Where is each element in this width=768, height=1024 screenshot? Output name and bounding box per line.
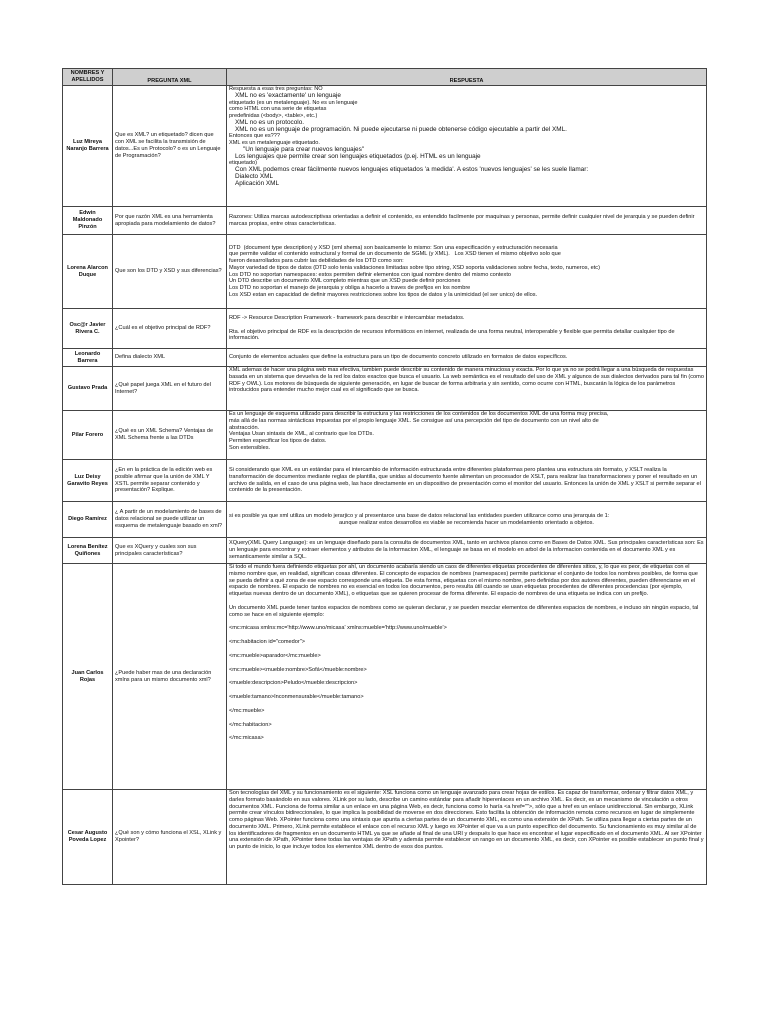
answer-cell: Razones: Utiliza marcas autodescriptivas orientadas a definir el contenido, es entendido facilmente por maquinas y personas, permite definir cualquier nivel de jerarquia y se pueden definir marcas propias, entre otras caracteristicas. — [227, 207, 707, 235]
answer-line: aunque realizar estos desarrollos es viable se recomienda hacer un modelamiento orientado a objetos. — [339, 519, 594, 526]
code-line: <mc:mueble><mueble:nombre>Sofá</mueble:nombre> — [229, 666, 367, 673]
question-cell: Que son los DTD y XSD y sus diferencias? — [113, 235, 227, 309]
answer-line: etiquetado) — [229, 160, 257, 167]
answer-line: Entonces que es??? — [229, 133, 281, 140]
code-line: <mueble:descripcion>Peludo</mueble:descripcion> — [229, 680, 358, 687]
xml-questions-table — [62, 68, 707, 885]
table-row — [63, 411, 707, 460]
question-cell: Defina dialecto XML — [113, 349, 227, 367]
table-row — [63, 460, 707, 502]
answer-line: XML no es un lenguaje de programación. Ni puede ejecutarse ni puede obtenerse código ejecutable a partir del XML. — [235, 125, 567, 133]
table-row — [63, 790, 707, 885]
table-row — [63, 309, 707, 349]
table-row — [63, 86, 707, 207]
author-name: Pilar Forero — [63, 411, 113, 460]
answer-line: si es posible ya que xml utiliza un modelo jerarjico y al presentarce una base de datos relacional las entidades pueden utilizarce como una jerarquia de 1: — [229, 512, 610, 519]
question-cell: ¿ A partir de un modelamiento de bases de datos relacional se puede utilizar un esquema de metalenguaje basado en xml? — [113, 502, 227, 538]
answer-line: que permite validar el contenido estructural y formal de un documento de SGML (y XML). Los XSD tienen el mismo objetivo solo que — [229, 251, 561, 258]
code-line: <mc:mueble>aparador</mc:mueble> — [229, 652, 321, 659]
header-names: NOMBRES Y APELLIDOS — [63, 69, 113, 86]
question-cell: Que es XQuery y cuales son sus principales características? — [113, 538, 227, 564]
answer-line: más allá de las normas sintácticas impuestas por el propio lenguaje XML. Se consigue así una percepción del tipo de documento con un nivel alto de — [229, 417, 599, 424]
author-name: Lorena Benítez Quiñones — [63, 538, 113, 564]
answer-line: Los XSD estan en capacidad de definir mayores restricciones sobre los tipos de datos y la unimicidad (el ser unico) de ellos. — [229, 291, 538, 298]
table-row — [63, 235, 707, 309]
question-cell: ¿Cuál es el objetivo principal de RDF? — [113, 309, 227, 349]
answer-paragraph: Si todo el mundo fuera definiendo etiquetas por ahí, un documento acabaría siendo un caos de diferentes etiquetas procedentes de diferentes sitios, y, lo que es peor, de etiquetas con el mismo nombre que, en realidad, significan cosas diferentes. El concepto de espacios de nombres (namespaces) permite particionar el conjunto de todos los nombres posibles, de forma que se pueda definir a qué zona de ese espacio corresponde una etiqueta. De esta forma, etiquetas con el mismo nombre, pero definidas por dos autores diferentes, pueden diferenciarse en el espacio de nombres. El espacio de nombres no es esencial en todos los documentos, pero resulta útil cuando se usan etiquetas procedentes de diferentes procedencias (por ejemplo, etiquetas nuevas dentro de un documento XML), o etiquetas que se quieren procesar de forma diferente. El espacio de nombres de una etiqueta se indica con un prefijo. — [229, 564, 698, 597]
table-row — [63, 564, 707, 790]
table-row — [63, 502, 707, 538]
answer-cell: Son tecnologías del XML y su funcionamiento es el siguiente: XSL funciona como un lenguaje avanzado para crear hojas de estilos. Es capaz de transformar, ordenar y filtrar datos XML, y darles formato basándolo en sus valores. XLink por su lado, describe un camino estándar para añadir hiperenlaces en un archivo XML. Es decir, es un mecanismo de vinculación a otros documentos XML. Funciona de forma similar a un enlace en una página Web, es decir, funciona como lo haría <a href="">, sólo que a href es un enlace unidireccional. Sin embargo, XLink permite crear vínculos bidireccionales, lo que implica la posibilidad de moverse en dos direcciones. Esto facilita la obtención de información remota como recursos en lugar de simplemente como páginas Web. XPointer funciona como una sintaxis que apunta a ciertas partes de un documento XML, es como una extensión de XPath. Se utiliza para llegar a ciertas partes de un documento XML. Primero, XLink permite establece el enlace con el recurso XML y luego es XPointer el que va a un punto específico del documento. Su funcionamiento es muy similar al de los identificadores de fragmentos en un documento HTML ya que se añade al final de una URI y después lo que hace es encontrar el lugar especificado en el documento XML. Al ser XPointer una extensión de XPath, XPointer tiene todas las ventajas de XPath y además permite establecer un rango en un documento XML, es decir, con XPointer es posible establecer un punto final y un punto de inicio, lo que incluye todos los elementos XML dentro de esos dos puntos. — [227, 790, 707, 885]
author-name: Leonardo Barrera — [63, 349, 113, 367]
answer-line: Es un lenguaje de esquema utilizado para describir la estructura y las restricciones de los contenidos de los documentos XML de una forma muy precisa, — [229, 411, 609, 417]
answer-line: Con XML podemos crear fácilmente nuevos lenguajes etiquetados 'a medida'. A estos 'nuevos lenguajes' se les suele llamar: — [235, 166, 589, 173]
code-line: </mc:habitacion> — [229, 721, 272, 728]
table-row — [63, 207, 707, 235]
answer-cell — [227, 235, 707, 309]
answer-line: Son extensibles. — [229, 444, 271, 451]
table-row — [63, 538, 707, 564]
answer-cell: Conjunto de elementos actuales que define la estructura para un tipo de documento concreto utilizado en formatos de datos específicos. — [227, 349, 707, 367]
answer-cell — [227, 502, 707, 538]
answer-cell — [227, 411, 707, 460]
question-cell: Que es XML? un etiquetado? dicen que con XML se facilita la transmisión de datos...Es un Protocolo? o es un Lenguaje de Programación? — [113, 86, 227, 207]
code-line: <mc:micasa xmlns:mc='http://www.uno/micasa' xmlns:mueble='http://www.uno/mueble'> — [229, 625, 447, 632]
answer-line: etiquetado (es un metalenguaje). No es un lenguaje — [229, 99, 358, 106]
answer-cell: XML ademas de hacer una página web mas efectiva, tambien puede describir su contenido de manera minuciosa y exacta. Por lo que ya no se podrá llegar a una búsqueda de respuestas basada en un sistema que devuelva de la red los datos exactos que busca el usuario. La web semántica es el resultado del uso de XML y algunos de sus dialectos derivados para tal fin (como RDF y OWL). Los motores de búsqueda de siguiente generación, en lugar de buscar de forma arbitraria y sin sentido, como ocurre con HTML, buscarán la lógica de los parámetros introducidos para entender mucho mejor cual es el significado que se busca. — [227, 367, 707, 411]
question-cell: ¿Qué son y cómo funciona el XSL, XLink y Xpointer? — [113, 790, 227, 885]
author-name: Gustavo Prada — [63, 367, 113, 411]
answer-line: Aplicación XML — [235, 179, 280, 187]
question-cell: ¿En en la práctica de la edición web es posible afirmar que la unión de XML Y XSTL permite separar contenido y presentación? Explique. — [113, 460, 227, 502]
answer-line: como HTML con una serie de etiquetas — [229, 106, 327, 113]
answer-line: Dialecto XML — [235, 172, 274, 180]
question-cell: ¿Qué papel juega XML en el futuro del Internet? — [113, 367, 227, 411]
question-cell: ¿Qué es un XML Schema? Ventajas de XML Schema frente a las DTDs — [113, 411, 227, 460]
spreadsheet — [62, 68, 706, 885]
answer-line: Los DTD no soportan el manejo de jerarquia y obliga a hacerlo a traves de prefijos en los nombre — [229, 285, 471, 291]
answer-line: DTD (document type description) y XSD (xml shema) son basicamente lo mismo: Son una especificación y estructuración necesaria — [229, 244, 558, 251]
question-cell: ¿Puede haber mas de una declaración xmlns para un mismo documento xml? — [113, 564, 227, 790]
answer-line: Los lenguajes que permite crear son lenguajes etiquetados (p.ej. HTML es un lenguaje — [235, 152, 481, 160]
author-name: Edwin Maldonado Pinzón — [63, 207, 113, 235]
answer-cell: XQuery(XML Query Language): es un lenguaje diseñado para la consulta de documentos XML, tanto en archivos planos como en Bases de Datos XML. Sus principales características son: Es un lenguaje para encontrar y extraer elementos y atributos de la informacion XML, el lenguaje se basa en el modelo en arbol de la informacion contenida en el documento XML y es semanticamente similar a SQL. — [227, 538, 707, 564]
answer-line: Ventajas Usan sintaxis de XML, al contrario que los DTDs. — [229, 431, 374, 438]
header-row — [63, 69, 707, 86]
author-name: Cesar Augusto Poveda Lopez — [63, 790, 113, 885]
author-name: Luz Mireya Naranjo Barrera — [63, 86, 113, 207]
answer-line: Permiten especificar los tipos de datos. — [229, 438, 327, 444]
answer-line: Rta. el objetivo principal de RDF es la descripción de recursos informáticos en internet, realizada de una forma neutral, interoperable y flexible que permita detallar cualquier tipo de información. — [229, 328, 675, 342]
answer-line: fueron desarrollados para cubrir las debilidades de los DTD como son: — [229, 258, 404, 264]
author-name: Diego Ramírez — [63, 502, 113, 538]
answer-line: predefinidas (<body>, <table>, etc.) — [229, 113, 318, 119]
header-answer: RESPUESTA — [227, 69, 707, 86]
author-name: Osc@r Javier Rivera C. — [63, 309, 113, 349]
answer-line: RDF -> Resource Description Framework - framework para describir e intercambiar metadatos. — [229, 314, 465, 321]
answer-line: Respuesta a esas tres preguntas: NO — [229, 86, 323, 92]
author-name: Lorena Alarcon Duque — [63, 235, 113, 309]
author-name: Luz Deisy Garavito Reyes — [63, 460, 113, 502]
code-line: <mueble:tamano>Inconmensurable</mueble:tamano> — [229, 694, 364, 700]
code-line: </mc:micasa> — [229, 735, 264, 742]
question-cell: Por que razón XML es una herramienta apropiada para modelamiento de datos? — [113, 207, 227, 235]
answer-line: Mayor variedad de tipos de datos (DTD solo tenia validaciones limitadas sobre tipo string, XSD soporta validaciones sobre fecha, texto, numeros, etc) — [229, 264, 600, 271]
answer-line: "Un lenguaje para crear nuevos lenguajes" — [243, 145, 365, 153]
answer-paragraph: Un documento XML puede tener tantos espacios de nombres como se quieran declarar, y se pueden mezclar elementos de diferentes espacios de nombres, e incluso sin ningún espacio, tal como se hace en el siguiente ejemplo: — [229, 604, 699, 618]
answer-cell: Si considerando que XML es un estándar para el intercambio de información estructurada entre diferentes plataformas pero plantea una estructura sin formato, y XSLT realiza la transformación de documentos mediante reglas de plantilla, que unidas al documento fuente alimentan un procesador de XSLT, para realizar las transformaciones y poner el resultado en un archivo de salida, en el caso de una página web, las hace directamente en un dispositivo de presentación como el monitor del usuario. Entonces la unión de XML y XSLT si permite separar el contenido de la presentación. — [227, 460, 707, 502]
author-name: Juan Carlos Rojas — [63, 564, 113, 790]
answer-line: abstracción. — [229, 424, 260, 431]
answer-cell — [227, 564, 707, 790]
answer-line: Un DTD describe un documento XML completo mientras que un XSD puede definir porciones — [229, 278, 461, 285]
answer-cell — [227, 86, 707, 207]
answer-line: XML no es 'exactamente' un lenguaje — [235, 91, 341, 99]
header-question: PREGUNTA XML — [113, 69, 227, 86]
code-line: <mc:habitacion id="comedor"> — [229, 639, 305, 645]
answer-line: XML no es un protocolo. — [235, 118, 305, 126]
table-row — [63, 367, 707, 411]
code-line: </mc:mueble> — [229, 707, 265, 714]
answer-line: XML es un metalenguaje etiquetado. — [229, 140, 320, 146]
answer-cell — [227, 309, 707, 349]
answer-line: Los DTD no soportan namespaces: estos permiten definir elementos con igual nombre dentro del mismo contexto — [229, 271, 512, 278]
table-row — [63, 349, 707, 367]
